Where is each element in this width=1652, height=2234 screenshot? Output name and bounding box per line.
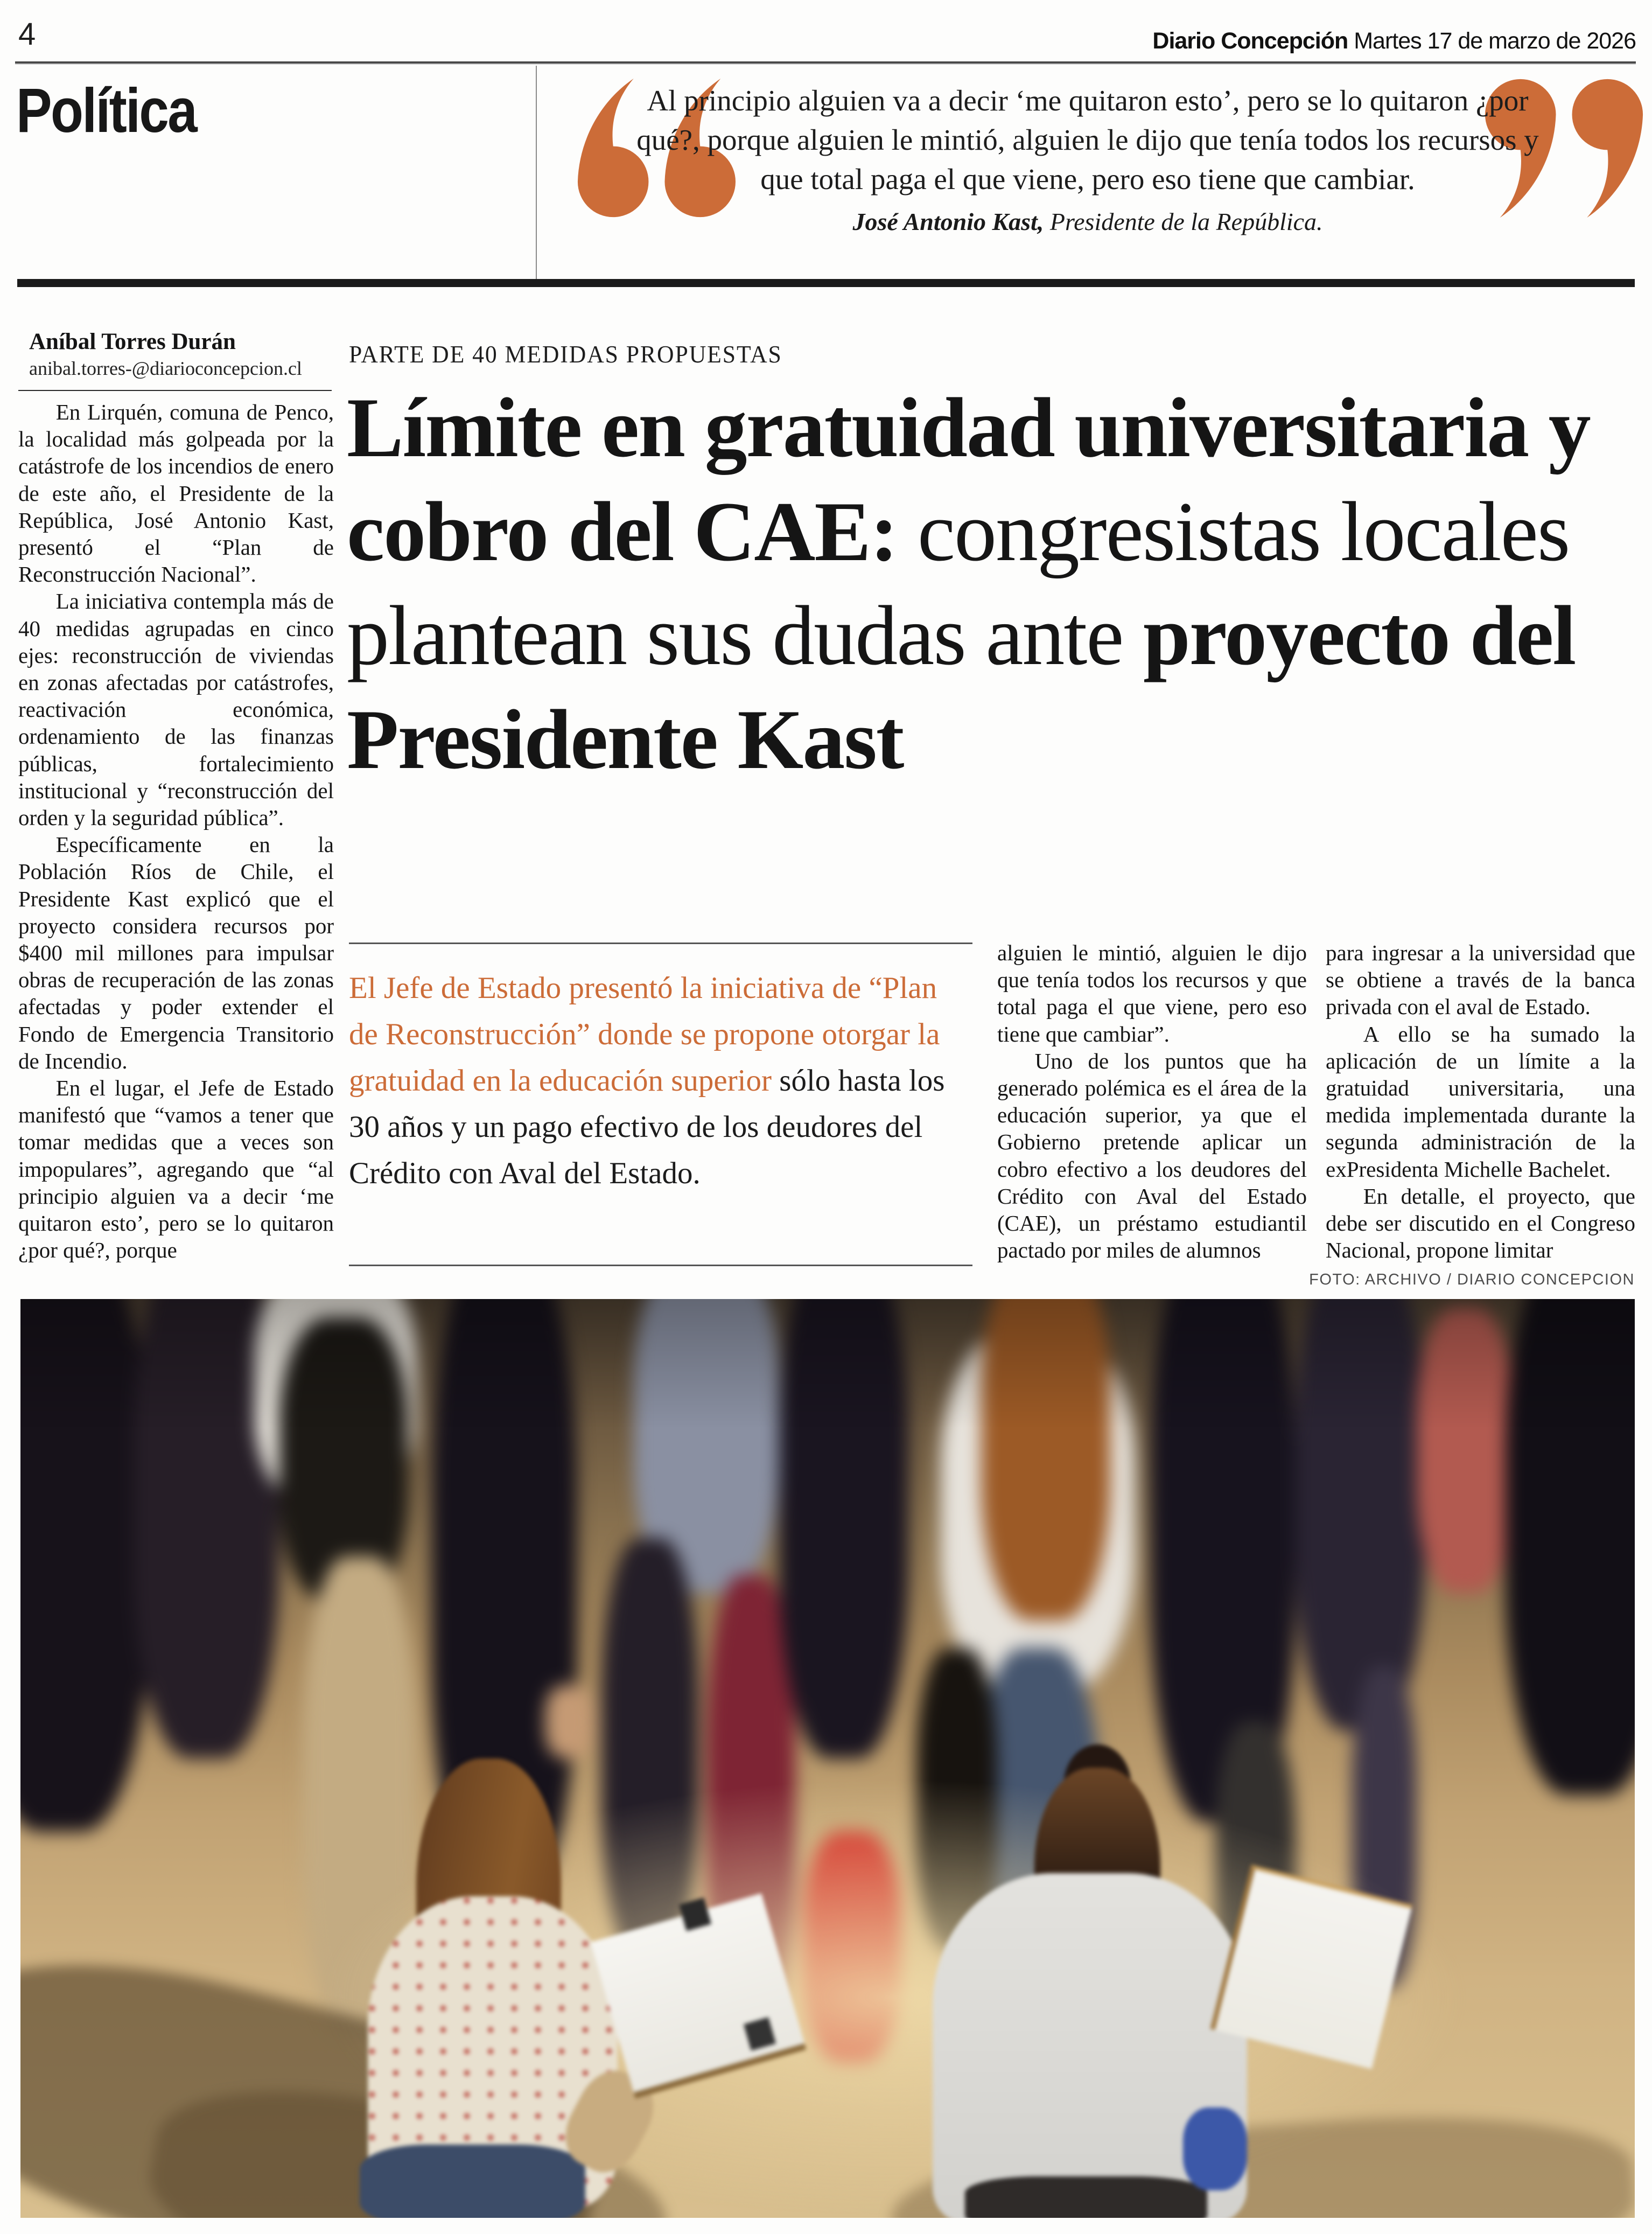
masthead: [1152, 28, 1636, 54]
header-rule: [15, 61, 1636, 65]
pull-quote-author-title: Presidente de la República.: [1044, 208, 1323, 235]
lede-rule-bottom: [349, 1265, 972, 1266]
byline-author: Aníbal Torres Durán: [29, 329, 236, 354]
pull-quote: [614, 81, 1562, 236]
section-title: Política: [16, 75, 197, 145]
paragraph: La iniciativa contempla más de 40 medidas agrupadas en cinco ejes: reconstrucción de viviendas en zonas afectadas por catástrofes, reactivación económica, ordenamiento de las finanzas públicas, fortalecimiento institucional y “reconstrucción del orden y la seguridad pública”.: [18, 589, 334, 830]
lede-rest: sólo hasta los 30 años y un pago efectivo de los deudores del Crédito con Aval del Estado.: [349, 1064, 945, 1190]
byline: [29, 329, 331, 380]
body-column-1: [18, 399, 334, 1264]
lede-rule-top: [349, 943, 972, 944]
pull-quote-author: José Antonio Kast,: [852, 208, 1044, 235]
pull-quote-text: Al principio alguien va a decir ‘me quitaron esto’, pero se lo quitaron ¿por qué?, porque alguien le mintió, alguien le dijo que tenía todos los recursos y que total paga el que viene, pero eso tiene que cambiar.: [636, 84, 1539, 196]
paragraph: Específicamente en la Población Ríos de Chile, el Presidente Kast explicó que el proyecto considera recursos por $400 mil millones para impulsar obras de recuperación de las zonas afectadas y poder extender el Fondo de Emergencia Transitorio de Incendio.: [18, 832, 334, 1073]
section-black-bar: [17, 279, 1635, 287]
kicker: PARTE DE 40 MEDIDAS PROPUESTAS: [349, 341, 782, 368]
body-column-2: [997, 939, 1307, 1263]
photo-vignette: [20, 1299, 1635, 2218]
lede: [349, 965, 974, 1197]
paragraph: En el lugar, el Jefe de Estado manifestó que “vamos a tener que tomar medidas que a veces son impopulares”, agregando que “al principio alguien va a decir ‘me quitaron esto’, pero se lo quitaron ¿por qué?, porque: [18, 1076, 334, 1263]
paragraph: En Lirquén, comuna de Penco, la localidad más golpeada por la catástrofe de los incendios de enero de este año, el Presidente de la República, José Antonio Kast, presentó el “Plan de Reconstrucción Nacional”.: [18, 400, 334, 587]
pull-quote-attribution: [614, 207, 1562, 236]
headline-bold-lead: Límite en gratuidad universitaria y cobro del CAE:: [347, 381, 1590, 579]
byline-rule: [18, 390, 332, 391]
photo-credit: FOTO: ARCHIVO / DIARIO CONCEPCION: [1309, 1271, 1635, 1288]
byline-email: anibal.torres-@diarioconcepcion.cl: [29, 358, 302, 379]
article-photo: [20, 1299, 1635, 2218]
paragraph: alguien le mintió, alguien le dijo que tenía todos los recursos y que total paga el que viene, pero eso tiene que cambiar”.: [997, 940, 1307, 1046]
page-number: 4: [18, 17, 36, 52]
headline-bold-tail: proyecto del Presidente Kast: [347, 589, 1576, 787]
headline-regular: congresistas locales plantean sus dudas ante: [347, 485, 1570, 683]
body-column-3: [1326, 939, 1635, 1263]
section-divider-rule: [536, 66, 537, 279]
masthead-title: Diario Concepción: [1152, 28, 1348, 54]
paragraph: Uno de los puntos que ha generado polémica es el área de la educación superior, ya que el Gobierno pretende aplicar un cobro efectivo a los deudores del Crédito con Aval del Estado (CAE), un préstamo estudiantil pactado por miles de alumnos: [997, 1048, 1307, 1263]
paragraph: para ingresar a la universidad que se obtiene a través de la banca privada con el aval de Estado.: [1326, 940, 1635, 1020]
lede-highlight: El Jefe de Estado presentó la iniciativa de “Plan de Reconstrucción” donde se propone otorgar la gratuidad en la educación superior: [349, 971, 940, 1098]
headline: [347, 376, 1639, 792]
masthead-date: Martes 17 de marzo de 2026: [1348, 28, 1636, 54]
paragraph: A ello se ha sumado la aplicación de un límite a la gratuidad universitaria, una medida implementada durante la segunda administración de la exPresidenta Michelle Bachelet.: [1326, 1021, 1635, 1182]
paragraph: En detalle, el proyecto, que debe ser discutido en el Congreso Nacional, propone limitar: [1326, 1183, 1635, 1263]
